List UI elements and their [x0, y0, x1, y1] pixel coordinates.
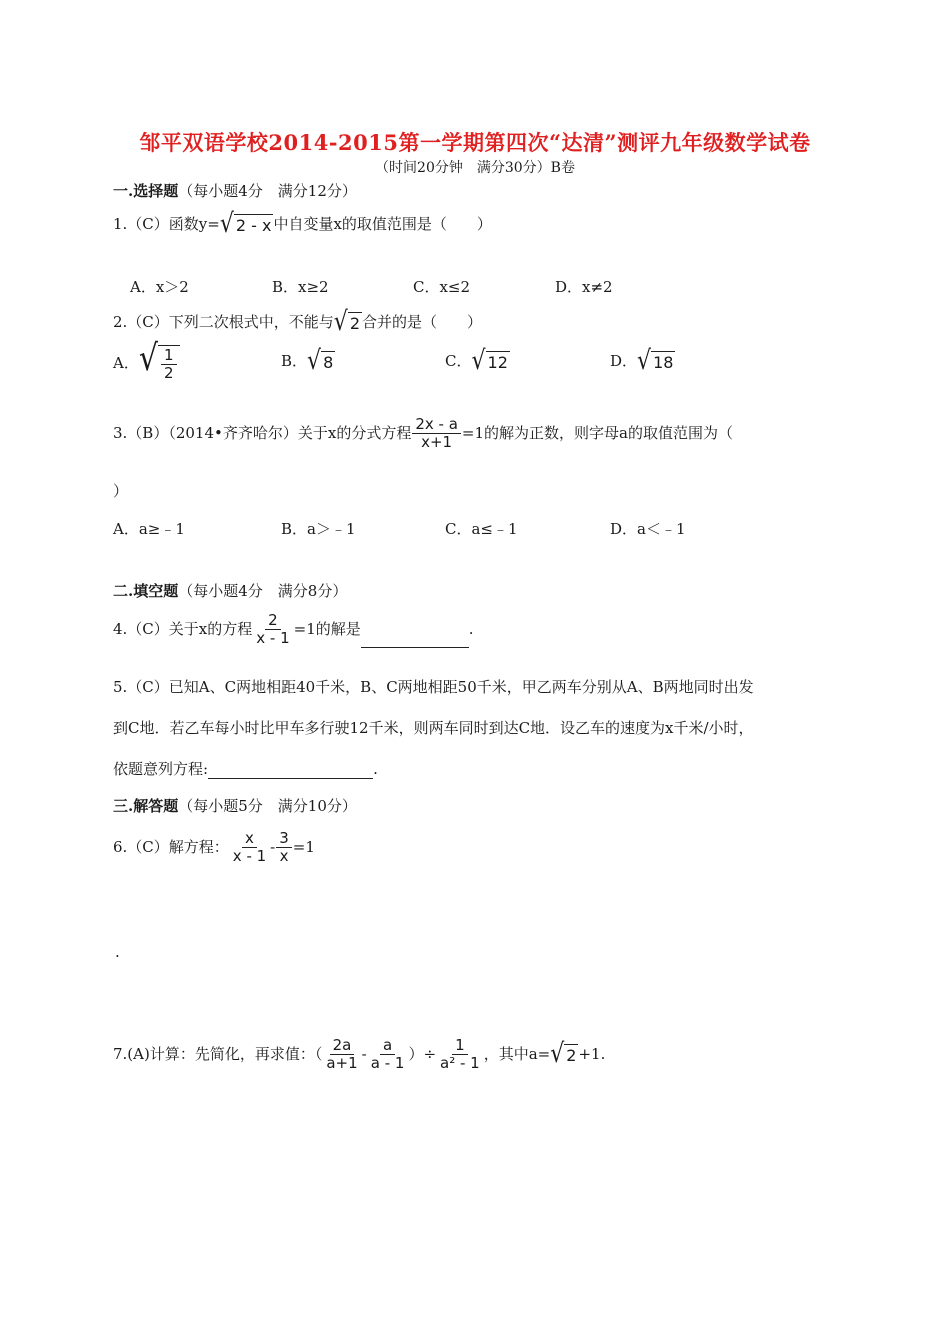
- answer-blank[interactable]: [361, 631, 469, 648]
- q7-denominator-1: a+1: [326, 1054, 358, 1073]
- q7-numerator-2: a: [380, 1037, 395, 1055]
- q1-prefix: 1.（C）函数y=: [113, 215, 220, 233]
- q3-suffix: =1的解为正数，则字母a的取值范围为（: [461, 423, 733, 442]
- minus-sign: -: [270, 837, 276, 856]
- q3-option-a: A．a≥﹣1: [113, 520, 185, 538]
- q3-option-c: C．a≤﹣1: [445, 520, 518, 538]
- fraction: [253, 612, 292, 648]
- section-note: （每小题5分 满分10分）: [178, 797, 357, 815]
- q7-denominator-2: a - 1: [370, 1054, 405, 1073]
- q2-a-numerator: 1: [161, 347, 177, 365]
- q2-option-a: [113, 337, 180, 383]
- section-1-heading: [113, 180, 357, 201]
- q7-denominator-3: a² - 1: [440, 1054, 480, 1073]
- q4-end: .: [468, 619, 474, 638]
- q1-option-b: B．x≥2: [272, 278, 329, 296]
- question-4: [113, 612, 474, 648]
- q2-option-c: [445, 346, 510, 377]
- q3-close-paren: ）: [113, 482, 129, 500]
- q6-denominator-1: x - 1: [232, 847, 267, 866]
- q2-suffix: 合并的是（ ）: [362, 313, 483, 331]
- q4-suffix: =1的解是: [293, 619, 361, 638]
- q1-radicand: 2 - x: [235, 216, 272, 235]
- section-label: 二.填空题: [113, 582, 179, 600]
- section-2-heading: [113, 580, 347, 601]
- q2-d-radicand: 18: [653, 353, 674, 372]
- q7-where: ，其中a=: [483, 1044, 551, 1063]
- q4-prefix: 4.（C）关于x的方程: [113, 619, 253, 638]
- option-label: D．: [610, 352, 638, 370]
- question-7: [113, 1037, 605, 1073]
- q1-option-d: D．x≠2: [555, 278, 613, 296]
- q1-option-c: C．x≤2: [413, 278, 471, 296]
- question-2: [113, 307, 483, 338]
- q7-radicand: 2: [566, 1045, 577, 1065]
- q2-option-b: [281, 346, 335, 377]
- q5-line-3-text: 依题意列方程:: [113, 760, 209, 778]
- section-label: 三.解答题: [113, 797, 179, 815]
- q5-end: .: [373, 760, 378, 778]
- q3-option-d: D．a＜﹣1: [610, 520, 686, 538]
- fraction: [323, 1037, 360, 1073]
- q6-dot: .: [115, 943, 120, 961]
- section-note: （每小题4分 满分8分）: [178, 582, 348, 600]
- q7-prefix: 7.(A)计算：先简化，再求值：（: [113, 1044, 323, 1063]
- fraction: [412, 416, 461, 452]
- q4-numerator: 2: [265, 612, 281, 630]
- q2-prefix: 2.（C）下列二次根式中，不能与: [113, 313, 334, 331]
- question-3: [113, 416, 733, 452]
- q6-prefix: 6.（C）解方程：: [113, 837, 229, 856]
- q7-close: ）÷: [408, 1044, 437, 1063]
- sqrt-expression: √ 12: [471, 346, 508, 377]
- q3-numerator: 2x - a: [412, 416, 461, 434]
- q3-option-b: B．a＞﹣1: [281, 520, 356, 538]
- option-label: A．: [113, 353, 139, 372]
- q1-option-a: A．x＞2: [130, 278, 189, 296]
- fraction: [276, 830, 292, 866]
- page-subtitle: （时间20分钟 满分30分）B卷: [375, 160, 575, 176]
- q6-numerator-1: x: [242, 830, 257, 848]
- q7-plus: +1.: [578, 1044, 606, 1063]
- q5-line-1: 5.（C）已知A、C两地相距40千米，B、C两地相距50千米，甲乙两车分别从A、B两地同时出发: [113, 678, 754, 696]
- fraction: [368, 1037, 408, 1073]
- section-3-heading: [113, 795, 357, 816]
- sqrt-expression: √ 18: [637, 346, 674, 377]
- fraction: [437, 1037, 483, 1073]
- q5-line-3: [113, 758, 378, 779]
- sqrt-expression: √ 2: [550, 1039, 577, 1070]
- q2-c-radicand: 12: [487, 353, 508, 372]
- q7-numerator-3: 1: [452, 1037, 468, 1055]
- q2-option-d: [610, 346, 675, 377]
- option-label: C．: [445, 352, 472, 370]
- q1-suffix: 中自变量x的取值范围是（ ）: [273, 215, 492, 233]
- q2-a-denominator: 2: [163, 364, 174, 383]
- question-6: [113, 830, 315, 866]
- section-note: （每小题4分 满分12分）: [178, 182, 357, 200]
- q6-suffix: =1: [292, 837, 315, 856]
- q5-line-2: 到C地．若乙车每小时比甲车多行驶12千米，则两车同时到达C地．设乙车的速度为x千米/小时，: [113, 719, 754, 737]
- q7-numerator-1: 2a: [330, 1037, 355, 1055]
- option-label: B．: [281, 352, 308, 370]
- fraction: [230, 830, 269, 866]
- sqrt-expression: √ 2 - x: [219, 209, 272, 240]
- q2-b-radicand: 8: [323, 353, 334, 372]
- q3-denominator: x+1: [421, 433, 453, 452]
- q6-denominator-2: x: [279, 847, 289, 866]
- q3-prefix: 3.（B）（2014•齐齐哈尔）关于x的分式方程: [113, 423, 412, 442]
- sqrt-expression: √ 2: [333, 307, 361, 338]
- sqrt-expression: √ $\frac{1}{2}$: [139, 345, 180, 383]
- q6-numerator-2: 3: [276, 830, 292, 848]
- sqrt-expression: √ 8: [307, 346, 334, 377]
- question-1: [113, 209, 492, 240]
- q4-denominator: x - 1: [256, 629, 290, 648]
- section-label: 一.选择题: [113, 182, 179, 200]
- page-title: 邹平双语学校2014-2015第一学期第四次“达清”测评九年级数学试卷: [139, 130, 811, 155]
- q2-radicand: 2: [349, 314, 361, 333]
- minus-sign: -: [361, 1044, 367, 1063]
- answer-blank[interactable]: [208, 762, 373, 779]
